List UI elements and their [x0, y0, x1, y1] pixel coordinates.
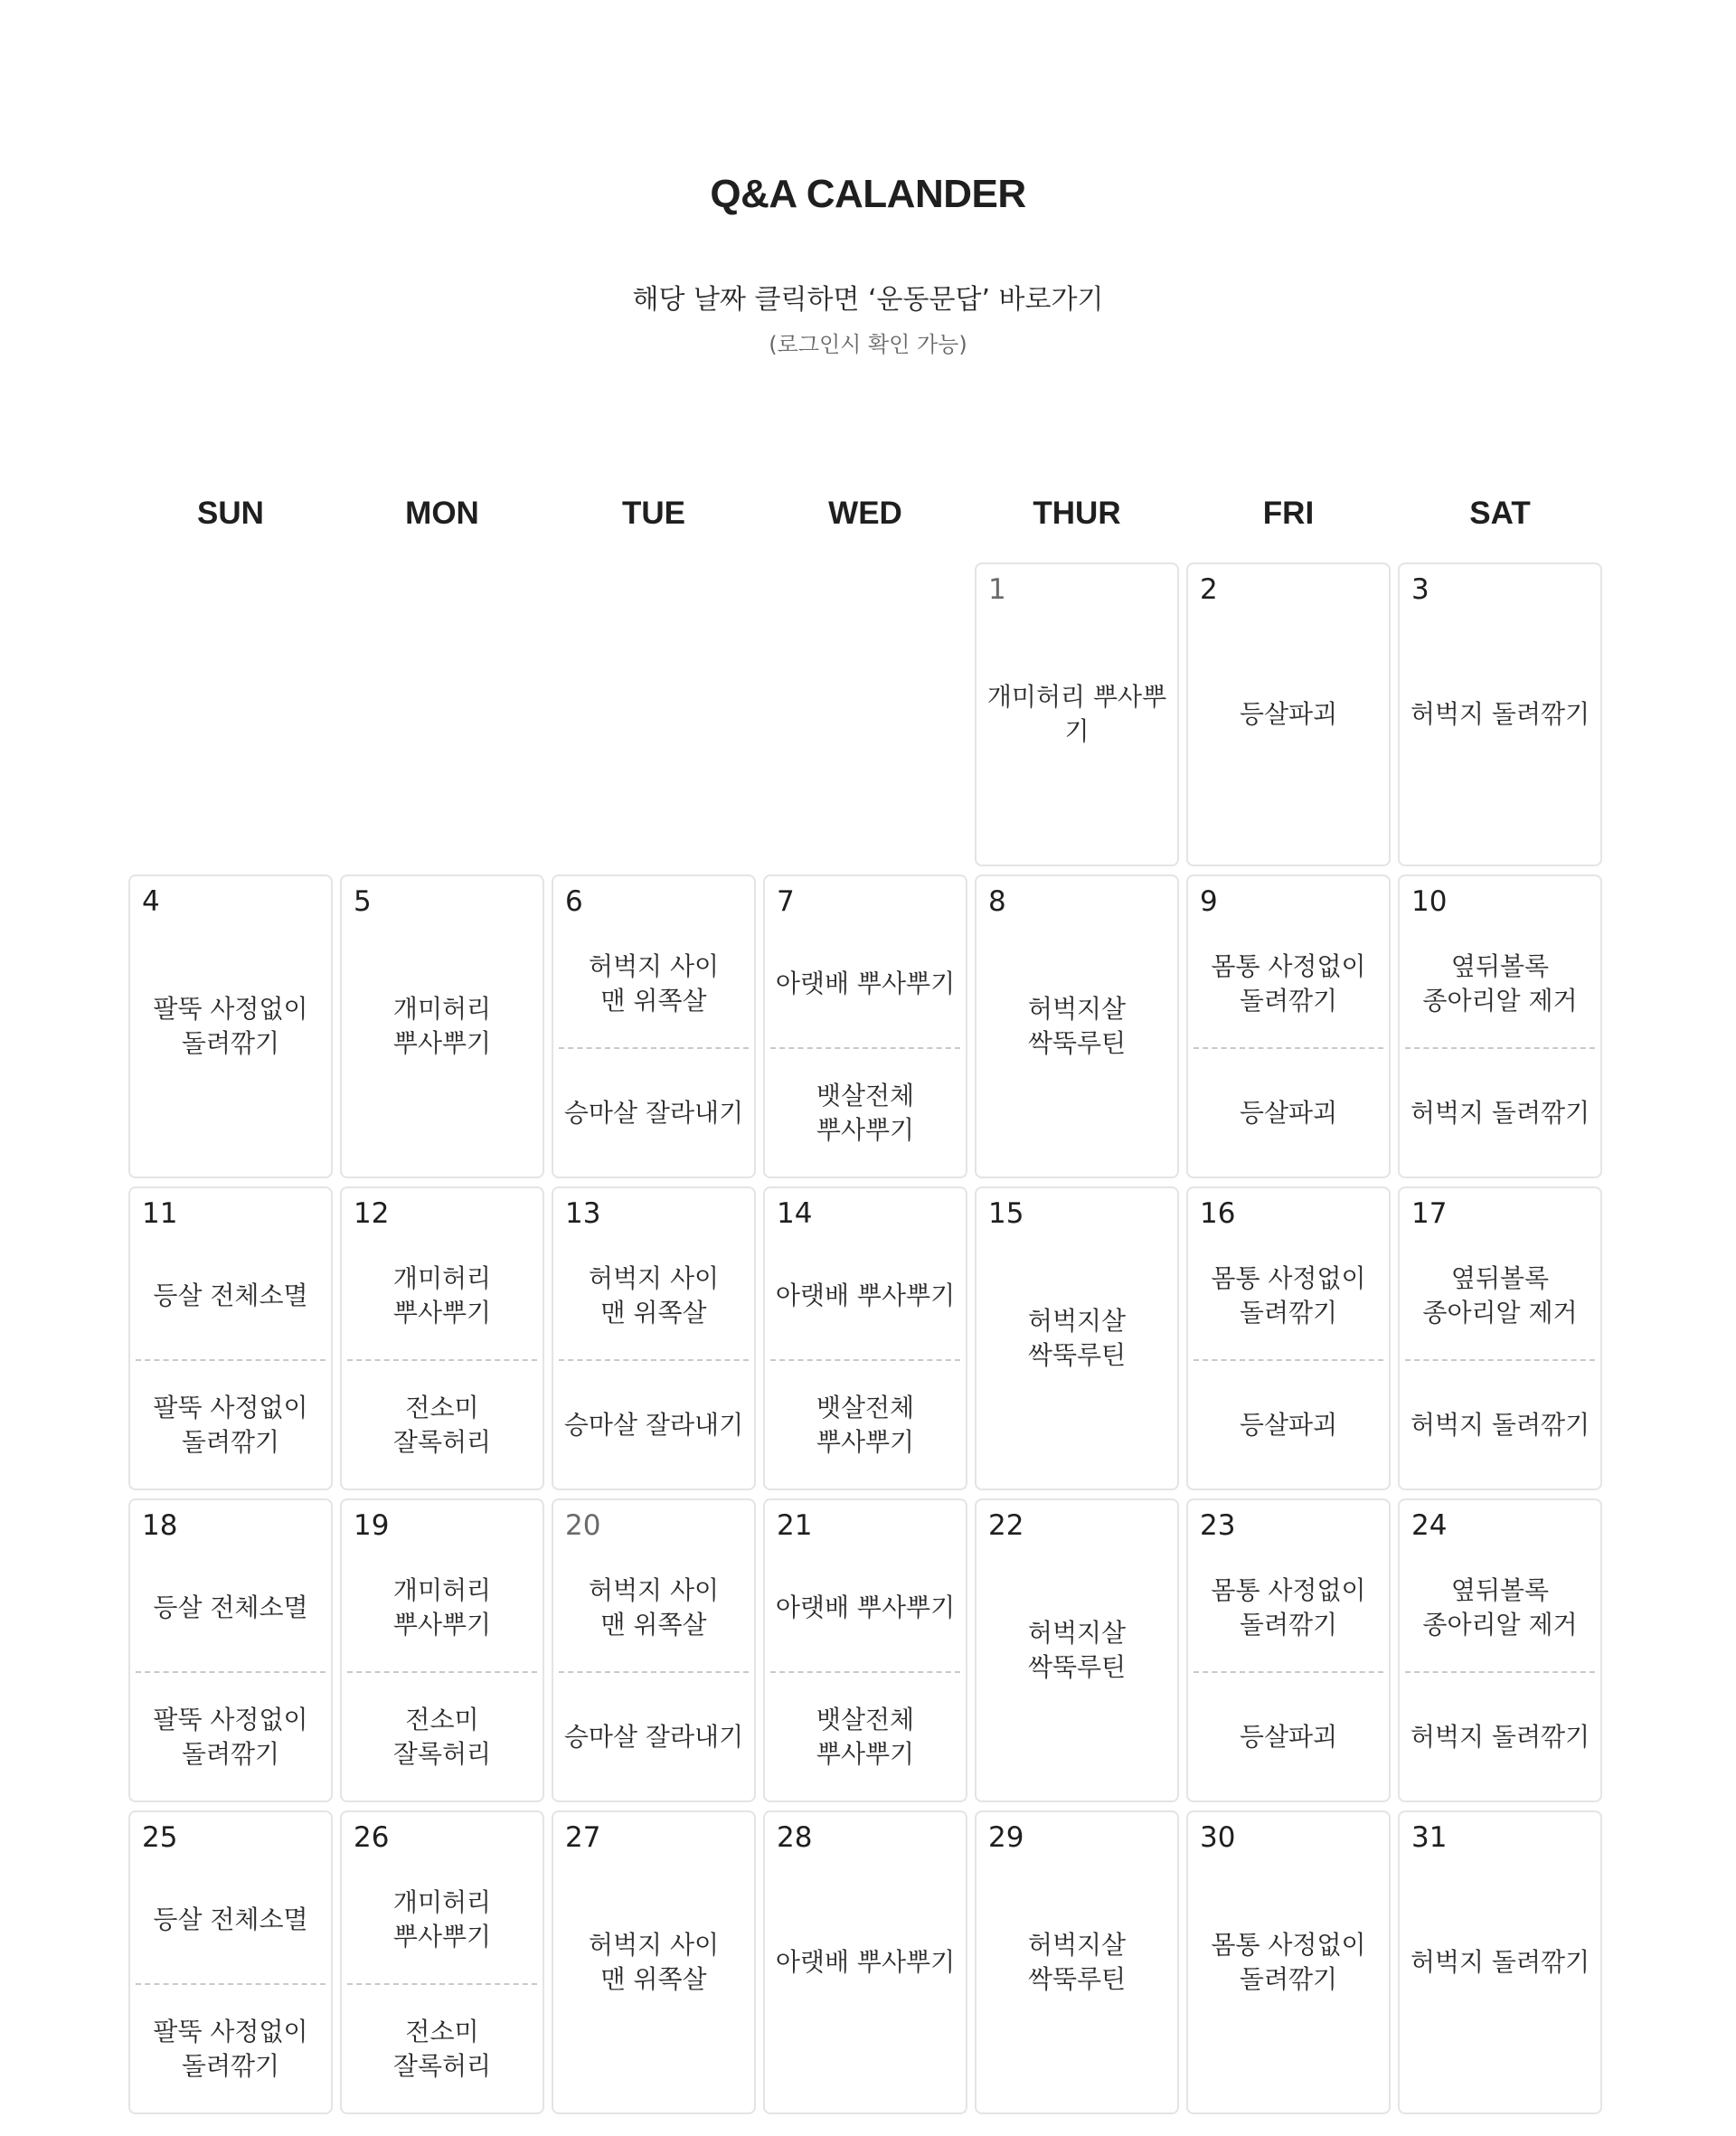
- workout-link[interactable]: 옆뒤볼록 종아리알 제거: [1422, 1262, 1578, 1328]
- day-cell-28[interactable]: [763, 1810, 967, 2114]
- day-cell-17[interactable]: [1398, 1186, 1602, 1490]
- day-entries: [553, 1544, 754, 1800]
- day-number: 9: [1200, 885, 1218, 918]
- workout-link[interactable]: 개미허리 뿌사뿌기: [986, 682, 1167, 746]
- day-cell-20[interactable]: [552, 1498, 756, 1802]
- day-entries: [1400, 1544, 1600, 1800]
- day-number: 17: [1411, 1197, 1448, 1230]
- day-entries: [1400, 608, 1600, 865]
- workout-link[interactable]: 팔뚝 사정없이 돌려깎기: [153, 2016, 308, 2081]
- day-cell-19[interactable]: [340, 1498, 544, 1802]
- workout-link[interactable]: 승마살 잘라내기: [563, 1097, 744, 1128]
- day-entries: [1188, 920, 1389, 1177]
- day-cell-5[interactable]: [340, 874, 544, 1178]
- workout-link[interactable]: 허벅지 돌려깎기: [1410, 1097, 1590, 1128]
- workout-link[interactable]: 개미허리 뿌사뿌기: [392, 1574, 492, 1640]
- day-entries: [1188, 1856, 1389, 2112]
- workout-link[interactable]: 전소미 잘록허리: [392, 1704, 492, 1769]
- day-cell-4[interactable]: [128, 874, 333, 1178]
- day-entries: [130, 1856, 331, 2112]
- day-number: 3: [1411, 573, 1429, 606]
- day-entries: [553, 920, 754, 1177]
- workout-link[interactable]: 허벅지살 싹뚝루틴: [1027, 1930, 1127, 1994]
- weekday-tue: TUE: [622, 496, 685, 531]
- day-cell-22[interactable]: [975, 1498, 1179, 1802]
- empty-day-slot: [763, 562, 967, 866]
- day-entries: [1188, 608, 1389, 865]
- day-entries: [765, 920, 966, 1177]
- day-cell-24[interactable]: [1398, 1498, 1602, 1802]
- day-number: 26: [354, 1821, 390, 1854]
- login-note: (로그인시 확인 가능): [769, 332, 967, 357]
- day-number: 1: [988, 573, 1006, 606]
- day-cell-1[interactable]: [975, 562, 1179, 866]
- workout-link[interactable]: 허벅지 사이 맨 위쪽살: [588, 1930, 720, 1994]
- page-subtitle: 해당 날짜 클릭하면 ‘운동문답’ 바로가기: [632, 284, 1104, 316]
- day-number: 29: [988, 1821, 1024, 1854]
- workout-link[interactable]: 허벅지살 싹뚝루틴: [1027, 1618, 1127, 1682]
- day-number: 6: [565, 885, 583, 918]
- day-cell-18[interactable]: [128, 1498, 333, 1802]
- day-cell-13[interactable]: [552, 1186, 756, 1490]
- day-cell-27[interactable]: [552, 1810, 756, 2114]
- workout-link[interactable]: 등살파괴: [1239, 699, 1338, 729]
- day-entries: [130, 1544, 331, 1800]
- day-number: 12: [354, 1197, 390, 1230]
- day-entries: [342, 1856, 542, 2112]
- day-cell-16[interactable]: [1186, 1186, 1391, 1490]
- day-number: 18: [142, 1509, 178, 1542]
- workout-link[interactable]: 몸통 사정없이 돌려깎기: [1211, 1574, 1366, 1640]
- day-number: 14: [777, 1197, 813, 1230]
- weekday-sun: SUN: [197, 496, 264, 531]
- workout-link[interactable]: 허벅지 사이 맨 위쪽살: [588, 950, 720, 1016]
- empty-day-slot: [128, 562, 333, 866]
- day-entries: [976, 920, 1177, 1177]
- day-number: 15: [988, 1197, 1024, 1230]
- workout-link[interactable]: 전소미 잘록허리: [392, 2016, 492, 2081]
- day-entries: [342, 1232, 542, 1489]
- workout-link[interactable]: 허벅지 돌려깎기: [1410, 1409, 1590, 1440]
- workout-link[interactable]: 팔뚝 사정없이 돌려깎기: [153, 994, 308, 1058]
- workout-link[interactable]: 승마살 잘라내기: [563, 1721, 744, 1752]
- weekday-header-row: [128, 488, 1609, 539]
- day-number: 16: [1200, 1197, 1236, 1230]
- workout-link[interactable]: 개미허리 뿌사뿌기: [392, 994, 492, 1058]
- day-cell-2[interactable]: [1186, 562, 1391, 866]
- day-cell-14[interactable]: [763, 1186, 967, 1490]
- day-number: 28: [777, 1821, 813, 1854]
- day-entries: [976, 1856, 1177, 2112]
- day-number: 8: [988, 885, 1006, 918]
- day-number: 22: [988, 1509, 1024, 1542]
- workout-link[interactable]: 허벅지 돌려깎기: [1410, 1721, 1590, 1752]
- workout-link[interactable]: 아랫배 뿌사뿌기: [775, 1592, 956, 1622]
- workout-link[interactable]: 등살 전체소멸: [153, 1280, 308, 1310]
- day-cell-23[interactable]: [1186, 1498, 1391, 1802]
- weekday-mon: MON: [405, 496, 479, 531]
- day-cell-21[interactable]: [763, 1498, 967, 1802]
- day-cell-10[interactable]: [1398, 874, 1602, 1178]
- page-title: Q&A CALANDER: [710, 172, 1026, 216]
- day-number: 31: [1411, 1821, 1448, 1854]
- day-number: 2: [1200, 573, 1218, 606]
- day-entries: [765, 1232, 966, 1489]
- day-cell-15[interactable]: [975, 1186, 1179, 1490]
- calendar-grid: [128, 562, 1609, 2114]
- day-entries: [1188, 1544, 1389, 1800]
- day-cell-6[interactable]: [552, 874, 756, 1178]
- workout-link[interactable]: 옆뒤볼록 종아리알 제거: [1422, 1574, 1578, 1640]
- workout-link[interactable]: 아랫배 뿌사뿌기: [775, 1947, 956, 1977]
- workout-link[interactable]: 아랫배 뿌사뿌기: [775, 1280, 956, 1310]
- day-entries: [1400, 1856, 1600, 2112]
- workout-link[interactable]: 등살파괴: [1239, 1097, 1338, 1128]
- day-number: 20: [565, 1509, 601, 1542]
- workout-link[interactable]: 뱃살전체 뿌사뿌기: [816, 1704, 915, 1769]
- day-number: 23: [1200, 1509, 1236, 1542]
- workout-link[interactable]: 팔뚝 사정없이 돌려깎기: [153, 1704, 308, 1769]
- day-number: 27: [565, 1821, 601, 1854]
- workout-link[interactable]: 뱃살전체 뿌사뿌기: [816, 1080, 915, 1145]
- day-cell-9[interactable]: [1186, 874, 1391, 1178]
- workout-link[interactable]: 전소미 잘록허리: [392, 1392, 492, 1457]
- day-number: 19: [354, 1509, 390, 1542]
- workout-link[interactable]: 팔뚝 사정없이 돌려깎기: [153, 1392, 308, 1457]
- workout-link[interactable]: 허벅지 돌려깎기: [1410, 1947, 1590, 1977]
- day-entries: [1400, 920, 1600, 1177]
- day-cell-3[interactable]: [1398, 562, 1602, 866]
- weekday-wed: WED: [828, 496, 902, 531]
- day-number: 10: [1411, 885, 1448, 918]
- day-number: 5: [354, 885, 372, 918]
- day-cell-26[interactable]: [340, 1810, 544, 2114]
- workout-link[interactable]: 개미허리 뿌사뿌기: [392, 1886, 492, 1952]
- workout-link[interactable]: 옆뒤볼록 종아리알 제거: [1422, 950, 1578, 1016]
- weekday-thur: THUR: [1033, 496, 1121, 531]
- workout-link[interactable]: 승마살 잘라내기: [563, 1409, 744, 1440]
- workout-link[interactable]: 등살 전체소멸: [153, 1592, 308, 1622]
- day-number: 25: [142, 1821, 178, 1854]
- workout-link[interactable]: 허벅지 사이 맨 위쪽살: [588, 1574, 720, 1640]
- day-cell-8[interactable]: [975, 874, 1179, 1178]
- day-number: 21: [777, 1509, 813, 1542]
- workout-link[interactable]: 허벅지살 싹뚝루틴: [1027, 1306, 1127, 1370]
- workout-link[interactable]: 몸통 사정없이 돌려깎기: [1211, 1262, 1366, 1328]
- day-cell-31[interactable]: [1398, 1810, 1602, 2114]
- workout-link[interactable]: 아랫배 뿌사뿌기: [775, 968, 956, 998]
- day-number: 11: [142, 1197, 178, 1230]
- workout-link[interactable]: 허벅지살 싹뚝루틴: [1027, 994, 1127, 1058]
- workout-link[interactable]: 허벅지 사이 맨 위쪽살: [588, 1262, 720, 1328]
- day-entries: [765, 1856, 966, 2112]
- workout-link[interactable]: 등살 전체소멸: [153, 1904, 308, 1934]
- day-entries: [130, 920, 331, 1177]
- workout-link[interactable]: 뱃살전체 뿌사뿌기: [816, 1392, 915, 1457]
- day-number: 24: [1411, 1509, 1448, 1542]
- day-entries: [1188, 1232, 1389, 1489]
- day-number: 7: [777, 885, 795, 918]
- workout-link[interactable]: 개미허리 뿌사뿌기: [392, 1262, 492, 1328]
- day-entries: [976, 608, 1177, 865]
- empty-day-slot: [340, 562, 544, 866]
- day-entries: [342, 1544, 542, 1800]
- weekday-fri: FRI: [1262, 496, 1315, 531]
- day-cell-11[interactable]: [128, 1186, 333, 1490]
- workout-link[interactable]: 등살파괴: [1239, 1409, 1338, 1440]
- day-entries: [342, 920, 542, 1177]
- day-entries: [1400, 1232, 1600, 1489]
- workout-link[interactable]: 허벅지 돌려깎기: [1410, 699, 1590, 729]
- empty-day-slot: [552, 562, 756, 866]
- workout-link[interactable]: 몸통 사정없이 돌려깎기: [1211, 950, 1366, 1016]
- day-number: 13: [565, 1197, 601, 1230]
- day-entries: [553, 1232, 754, 1489]
- day-cell-29[interactable]: [975, 1810, 1179, 2114]
- workout-link[interactable]: 몸통 사정없이 돌려깎기: [1211, 1930, 1366, 1994]
- day-entries: [976, 1232, 1177, 1489]
- day-entries: [976, 1544, 1177, 1800]
- day-cell-25[interactable]: [128, 1810, 333, 2114]
- day-cell-12[interactable]: [340, 1186, 544, 1490]
- weekday-sat: SAT: [1469, 496, 1531, 531]
- day-entries: [553, 1856, 754, 2112]
- day-entries: [765, 1544, 966, 1800]
- day-entries: [130, 1232, 331, 1489]
- day-number: 4: [142, 885, 160, 918]
- workout-link[interactable]: 등살파괴: [1239, 1721, 1338, 1752]
- day-number: 30: [1200, 1821, 1236, 1854]
- day-cell-30[interactable]: [1186, 1810, 1391, 2114]
- day-cell-7[interactable]: [763, 874, 967, 1178]
